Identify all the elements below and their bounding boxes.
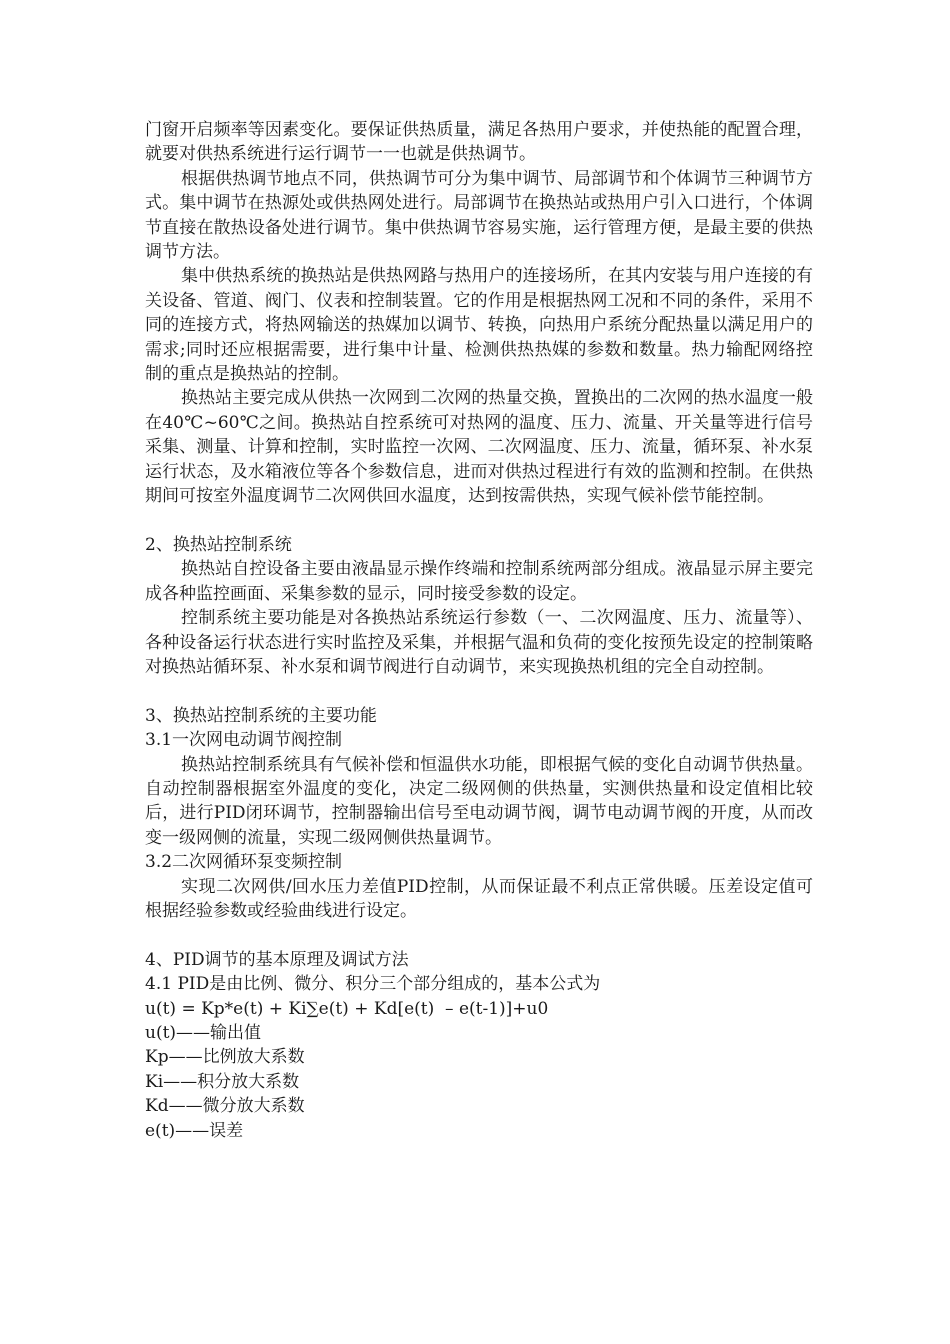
definition-line: u(t)——输出值 <box>145 1022 262 1043</box>
paragraph-adjustment-types: 根据供热调节地点不同，供热调节可分为集中调节、局部调节和个体调节三种调节方式。集中调节在热源处或供热网处进行。局部调节在换热站或热用户引入口进行，个体调节直接在散热设备处进行调节。集中供热调节容易实施，运行管理方便，是最主要的供热调节方法。 <box>145 168 813 263</box>
paragraph-gap <box>145 509 813 533</box>
paragraph-station-functions: 换热站主要完成从供热一次网到二次网的热量交换，置换出的二次网的热水温度一般在40℃~60℃之间。换热站自控系统可对热网的温度、压力、流量、开关量等进行信号采集、测量、计算和控制，实时监控一次网、二次网温度、压力、流量，循环泵、补水泵运行状态，及水箱液位等各个参数信息，进而对供热过程进行有效的监测和控制。在供热期间可按室外温度调节二次网供回水温度，达到按需供热，实现气候补偿节能控制。 <box>145 388 813 507</box>
paragraph-heat-exchange-station: 集中供热系统的换热站是供热网路与热用户的连接场所，在其内安装与用户连接的有关设备、管道、阀门、仪表和控制装置。它的作用是根据热网工况和不同的条件，采用不同的连接方式，将热网输送的热媒加以调节、转换，向热用户系统分配热量以满足用户的需求;同时还应根据需要，进行集中计量、检测供热热媒的参数和数量。热力输配网络控制的重点是换热站的控制。 <box>145 266 813 385</box>
definition-line: Kd——微分放大系数 <box>145 1096 305 1117</box>
document-body <box>145 118 813 1143</box>
subsection-heading-3-2: 3.2二次网循环泵变频控制 <box>145 852 343 873</box>
paragraph-gap <box>145 679 813 703</box>
section-heading-2: 2、换热站控制系统 <box>145 534 292 555</box>
paragraph-control-equipment: 换热站自控设备主要由液晶显示操作终端和控制系统两部分组成。液晶显示屏主要完成各种监控画面、采集参数的显示，同时接受参数的设定。 <box>145 559 813 604</box>
subsection-heading-3-1: 3.1一次网电动调节阀控制 <box>145 730 343 751</box>
paragraph-pump-control: 实现二次网供/回水压力差值PID控制，从而保证最不利点正常供暖。压差设定值可根据经验参数或经验曲线进行设定。 <box>145 876 813 921</box>
paragraph-control-system-function: 控制系统主要功能是对各换热站系统运行参数（一、二次网温度、压力、流量等）、各种设备运行状态进行实时监控及采集，并根据气温和负荷的变化按预先设定的控制策略对换热站循环泵、补水泵和调节阀进行自动调节，来实现换热机组的完全自动控制。 <box>145 608 813 677</box>
definition-line: e(t)——误差 <box>145 1120 244 1141</box>
pid-formula: u(t) = Kp*e(t) + Ki∑e(t) + Kd[e(t) – e(t-1)]+u0 <box>145 998 549 1019</box>
subsection-heading-4-1: 4.1 PID是由比例、微分、积分三个部分组成的，基本公式为 <box>145 974 601 995</box>
paragraph-gap <box>145 923 813 947</box>
definition-line: Kp——比例放大系数 <box>145 1047 305 1068</box>
paragraph-continuation: 门窗开启频率等因素变化。要保证供热质量，满足各热用户要求，并使热能的配置合理，就要对供热系统进行运行调节一一也就是供热调节。 <box>145 120 813 165</box>
paragraph-valve-control: 换热站控制系统具有气候补偿和恒温供水功能，即根据气候的变化自动调节供热量。自动控制器根据室外温度的变化，决定二级网侧的供热量，实测供热量和设定值相比较后，进行PID闭环调节，控制器输出信号至电动调节阀，调节电动调节阀的开度，从而改变一级网侧的流量，实现二级网侧供热量调节。 <box>145 754 813 848</box>
definition-line: Ki——积分放大系数 <box>145 1071 300 1092</box>
section-heading-3: 3、换热站控制系统的主要功能 <box>145 705 377 726</box>
section-heading-4: 4、PID调节的基本原理及调试方法 <box>145 949 409 970</box>
